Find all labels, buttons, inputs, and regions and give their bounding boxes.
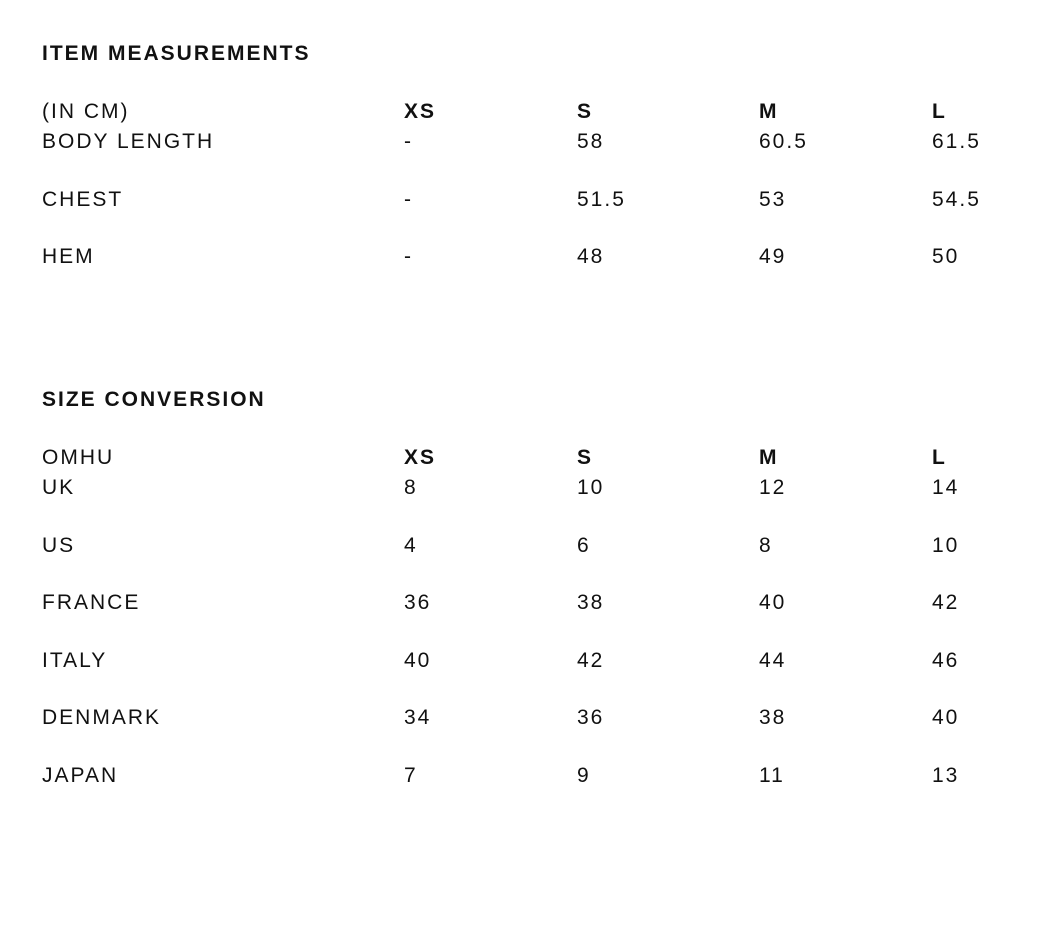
- table-cell: 11: [759, 763, 785, 787]
- table-cell: 10: [932, 533, 960, 557]
- size-header-s: S: [577, 446, 594, 469]
- size-header-xs: XS: [404, 446, 437, 469]
- table-row: [42, 703, 1022, 761]
- size-conversion-title: SIZE CONVERSION: [42, 388, 266, 411]
- table-row: [42, 185, 1022, 243]
- table-cell: -: [404, 187, 413, 211]
- table-row: [42, 588, 1022, 646]
- size-header-l: L: [932, 446, 947, 469]
- table-cell: 44: [759, 648, 787, 672]
- size-conversion-table: [42, 443, 1022, 791]
- size-header-m: M: [759, 100, 779, 123]
- table-cell: 40: [404, 648, 432, 672]
- row-label-france: FRANCE: [42, 591, 141, 614]
- row-label-hem: HEM: [42, 245, 95, 268]
- table-cell: 10: [577, 476, 605, 499]
- row-label-chest: CHEST: [42, 187, 124, 211]
- table-row: [42, 531, 1022, 589]
- size-header-l: L: [932, 100, 947, 123]
- table-cell: 34: [404, 706, 432, 729]
- table-cell: 40: [759, 591, 787, 614]
- row-label-us: US: [42, 533, 76, 557]
- table-cell: 9: [577, 763, 591, 787]
- row-label-japan: JAPAN: [42, 763, 119, 787]
- table-cell: 49: [759, 245, 787, 268]
- table-cell: 48: [577, 245, 605, 268]
- table-cell: 51.5: [577, 187, 626, 211]
- table-cell: 42: [577, 648, 605, 672]
- table-cell: 7: [404, 763, 418, 787]
- row-label-uk: UK: [42, 476, 76, 499]
- table-cell: 4: [404, 533, 418, 557]
- table-cell: 60.5: [759, 130, 808, 153]
- item-measurements-title: ITEM MEASUREMENTS: [42, 42, 311, 65]
- table-cell: 38: [759, 706, 787, 729]
- item-measurements-table: [42, 97, 1022, 272]
- table-cell: 53: [759, 187, 787, 211]
- table-row: [42, 646, 1022, 704]
- table-cell: 36: [404, 591, 432, 614]
- size-header-xs: XS: [404, 100, 437, 123]
- table-cell: -: [404, 245, 413, 268]
- table-cell: 46: [932, 648, 960, 672]
- table-cell: 50: [932, 245, 960, 268]
- table-cell: 8: [404, 476, 418, 499]
- table-cell: 13: [932, 763, 960, 787]
- table-header-row: [42, 443, 1022, 473]
- table-header-row: [42, 97, 1022, 127]
- table-cell: 8: [759, 533, 773, 557]
- size-header-m: M: [759, 446, 779, 469]
- row-label-body-length: BODY LENGTH: [42, 130, 215, 153]
- table-row: [42, 242, 1022, 272]
- table-cell: 14: [932, 476, 960, 499]
- brand-header: OMHU: [42, 446, 115, 469]
- table-row: [42, 473, 1022, 531]
- row-label-italy: ITALY: [42, 648, 108, 672]
- unit-header: (IN CM): [42, 100, 130, 123]
- table-cell: 40: [932, 706, 960, 729]
- item-measurements-section: [42, 39, 1022, 272]
- row-label-denmark: DENMARK: [42, 706, 162, 729]
- size-conversion-section: [42, 385, 1022, 791]
- table-cell: 12: [759, 476, 787, 499]
- table-cell: 6: [577, 533, 591, 557]
- table-cell: 38: [577, 591, 605, 614]
- table-cell: 54.5: [932, 187, 981, 211]
- table-cell: 36: [577, 706, 605, 729]
- table-cell: 58: [577, 130, 605, 153]
- table-row: [42, 127, 1022, 185]
- table-cell: 61.5: [932, 130, 981, 153]
- table-cell: 42: [932, 591, 960, 614]
- size-header-s: S: [577, 100, 594, 123]
- table-cell: -: [404, 130, 413, 153]
- table-row: [42, 761, 1022, 791]
